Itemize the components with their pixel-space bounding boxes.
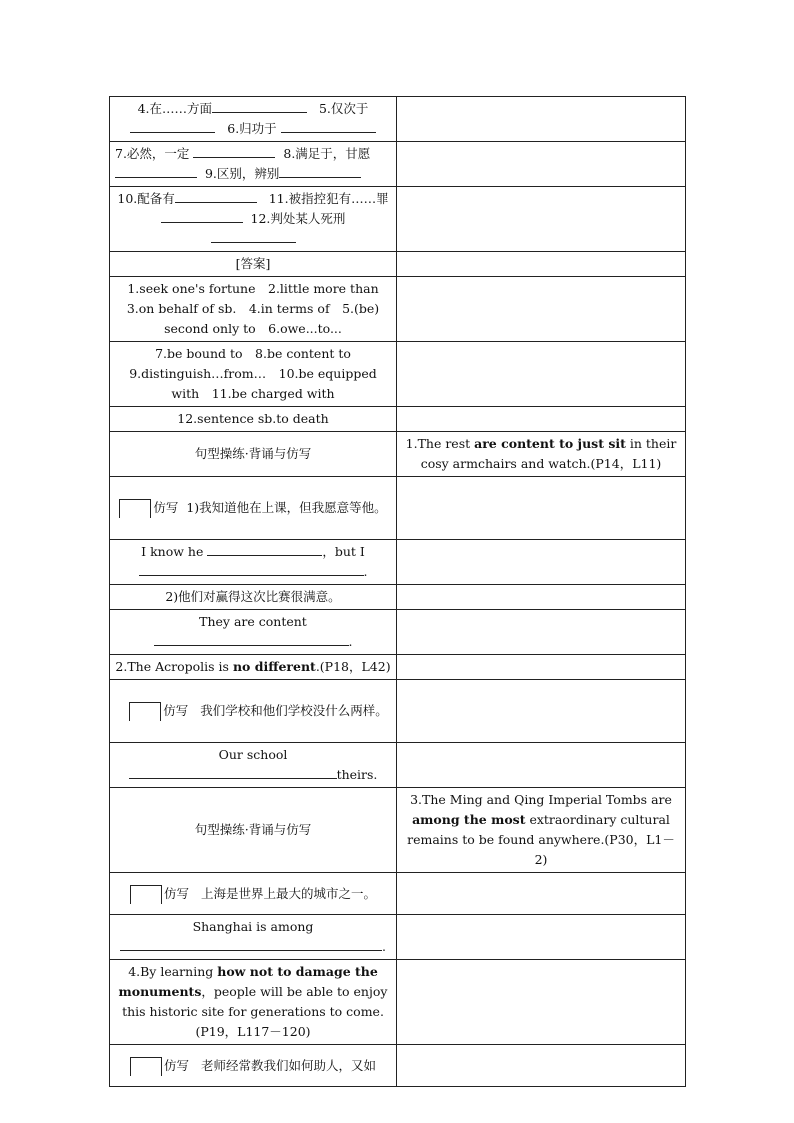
blank-line[interactable]	[129, 765, 337, 779]
sentence-text: extraordinary cultural remains to be found anywhere.(P30，L1－2)	[407, 812, 675, 867]
answers-row	[110, 342, 686, 407]
blank-line[interactable]	[175, 189, 257, 203]
empty-cell	[397, 142, 686, 187]
practice-label: 仿写	[164, 1057, 190, 1073]
sentence-key-phrase: no different	[232, 659, 316, 674]
vocab-cell	[110, 142, 397, 187]
practice-text: They are content	[199, 614, 307, 629]
practice-text: Shanghai is among	[192, 919, 314, 934]
practice-marker-icon	[129, 702, 161, 721]
blank-line[interactable]	[193, 144, 275, 158]
vocab-row	[110, 97, 686, 142]
practice-answer-row	[110, 915, 686, 960]
sentence-row	[110, 432, 686, 477]
practice-prompt	[110, 873, 397, 915]
practice-answer	[110, 610, 397, 655]
vocab-item: 8.满足于，甘愿	[283, 146, 371, 161]
vocab-item: 9.区别，辨别	[204, 166, 280, 181]
practice-label: 仿写	[164, 885, 190, 901]
vocab-cell	[110, 97, 397, 142]
practice-row	[110, 680, 686, 743]
practice-text: I know he	[141, 544, 204, 559]
practice-answer-row	[110, 743, 686, 788]
blank-line[interactable]	[212, 99, 307, 113]
vocab-item: 7.必然，一定	[115, 146, 190, 161]
sentence-row	[110, 960, 686, 1045]
sentence-text: 4.By learning	[128, 964, 218, 979]
blank-line[interactable]	[130, 119, 215, 133]
practice-chinese: 老师经常教我们如何助人，又如	[200, 1057, 376, 1073]
empty-cell	[397, 873, 686, 915]
sentence-row	[110, 788, 686, 873]
blank-line[interactable]	[161, 209, 243, 223]
model-sentence	[110, 655, 397, 680]
practice-text: .	[348, 634, 353, 649]
blank-line[interactable]	[279, 164, 361, 178]
practice-label: 仿写	[163, 703, 189, 718]
sentence-key-phrase: how not to damage the monuments	[118, 964, 378, 999]
answers-text: 12.sentence sb.to death	[110, 407, 397, 432]
empty-cell	[397, 915, 686, 960]
answers-row	[110, 277, 686, 342]
sentence-text: .(P18，L42)	[315, 659, 391, 674]
sentence-text: in their cosy armchairs and watch.(P14，L11)	[420, 436, 677, 471]
practice-row	[110, 477, 686, 540]
vocab-item: 12.判处某人死刑	[250, 211, 346, 226]
sentence-key-phrase: among the most	[412, 812, 526, 827]
section-title: 句型操练·背诵与仿写	[110, 432, 397, 477]
empty-cell	[397, 97, 686, 142]
answers-row	[110, 407, 686, 432]
model-sentence	[110, 960, 397, 1045]
model-sentence	[397, 788, 686, 873]
practice-marker-icon	[130, 885, 162, 904]
empty-cell	[397, 655, 686, 680]
practice-answer-row	[110, 540, 686, 585]
practice-text: .	[363, 564, 368, 579]
sentence-row	[110, 655, 686, 680]
empty-cell	[397, 252, 686, 277]
empty-cell	[397, 680, 686, 743]
empty-cell	[397, 342, 686, 407]
empty-cell	[397, 585, 686, 610]
practice-prompt	[110, 1045, 397, 1087]
practice-row	[110, 1045, 686, 1087]
empty-cell	[397, 477, 686, 540]
practice-chinese: 1)我知道他在上课，但我愿意等他。	[186, 500, 387, 515]
practice-answer	[110, 540, 397, 585]
blank-line[interactable]	[120, 937, 382, 951]
practice-text: ，but I	[322, 544, 365, 559]
practice-chinese: 我们学校和他们学校没什么两样。	[200, 703, 388, 718]
empty-cell	[397, 960, 686, 1045]
vocab-item: 10.配备有	[117, 191, 175, 206]
practice-label: 仿写	[153, 500, 179, 515]
blank-line[interactable]	[281, 119, 376, 133]
blank-line[interactable]	[207, 542, 322, 556]
practice-prompt	[110, 680, 397, 743]
answers-text: 7.be bound to 8.be content to 9.distinguish…from… 10.be equipped with 11.be charged with	[110, 342, 397, 407]
sentence-text: 2.The Acropolis is	[115, 659, 233, 674]
practice-marker-icon	[119, 499, 151, 518]
empty-cell	[397, 743, 686, 788]
blank-line[interactable]	[154, 632, 349, 646]
worksheet-table	[109, 96, 686, 1087]
empty-cell	[397, 540, 686, 585]
empty-cell	[397, 277, 686, 342]
practice-answer-row	[110, 610, 686, 655]
empty-cell	[397, 1045, 686, 1087]
vocab-row	[110, 187, 686, 252]
section-title: 句型操练·背诵与仿写	[110, 788, 397, 873]
model-sentence	[397, 432, 686, 477]
practice-row	[110, 873, 686, 915]
vocab-item: 5.仅次于	[318, 101, 369, 116]
practice-text: Our school	[218, 747, 288, 762]
blank-line[interactable]	[139, 562, 364, 576]
answers-label: [答案]	[110, 252, 397, 277]
answers-text: 1.seek one's fortune 2.little more than 3.on behalf of sb. 4.in terms of 5.(be) second only to 6.owe...to...	[110, 277, 397, 342]
vocab-item: 4.在……方面	[137, 101, 213, 116]
empty-cell	[397, 187, 686, 252]
sentence-text: 3.The Ming and Qing Imperial Tombs are	[410, 792, 672, 807]
practice-answer	[110, 915, 397, 960]
practice-text: .	[382, 939, 386, 954]
blank-line[interactable]	[115, 164, 197, 178]
practice-answer	[110, 743, 397, 788]
sentence-text: 1.The rest	[405, 436, 475, 451]
sentence-key-phrase: are content to just sit	[474, 436, 626, 451]
sentence-text: ，people will be able to enjoy this historic site for generations to come.(P19，L117－120)	[122, 984, 388, 1039]
practice-chinese: 上海是世界上最大的城市之一。	[200, 885, 376, 901]
blank-line[interactable]	[211, 229, 296, 243]
vocab-row	[110, 142, 686, 187]
empty-cell	[397, 407, 686, 432]
practice-text: theirs.	[336, 767, 378, 782]
vocab-item: 6.归功于	[227, 121, 277, 136]
empty-cell	[397, 610, 686, 655]
vocab-item: 11.被指控犯有……罪	[268, 191, 389, 206]
practice-chinese: 2)他们对赢得这次比赛很满意。	[110, 585, 397, 610]
vocab-cell	[110, 187, 397, 252]
practice-row	[110, 585, 686, 610]
practice-marker-icon	[130, 1057, 162, 1076]
answers-label-row	[110, 252, 686, 277]
practice-prompt	[110, 477, 397, 540]
